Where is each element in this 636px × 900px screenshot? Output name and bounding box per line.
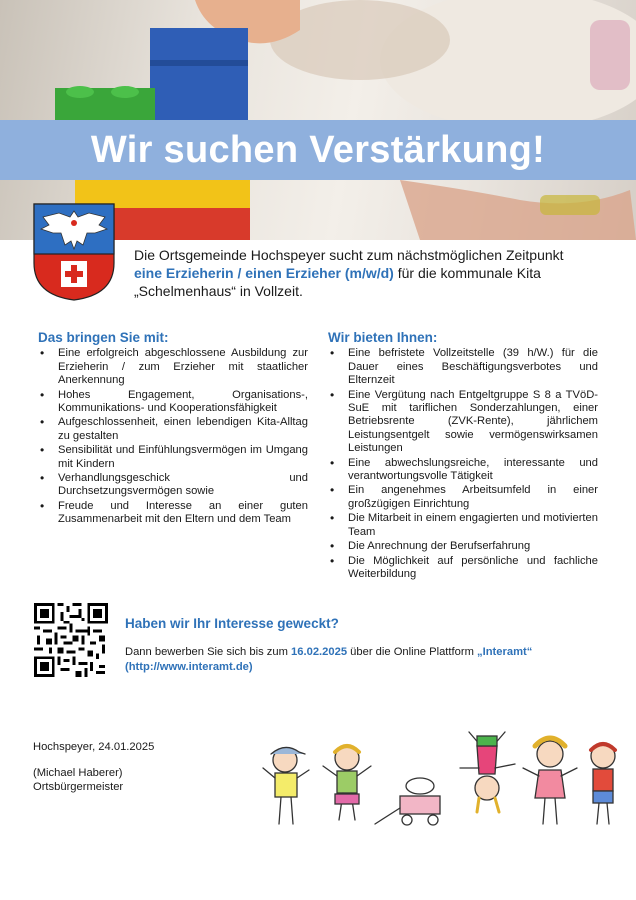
place-date: Hochspeyer, 24.01.2025	[33, 741, 155, 753]
intro-line-2: für die kommunale Kita	[393, 265, 541, 281]
signatory-title: Ortsbürgermeister	[33, 781, 124, 793]
offers-list	[328, 347, 598, 581]
application-text-start: Dann bewerben Sie sich bis zum	[125, 646, 292, 658]
offers-section	[328, 331, 598, 582]
position-title: eine Erzieherin / einen Erzieher (m/w/d)	[134, 265, 394, 281]
intro-line-1: Die Ortsgemeinde Hochspeyer sucht zum nächstmöglichen Zeitpunkt	[134, 247, 564, 263]
list-item: • Hohes Engagement, Organisations-, Kommunikations- und Kooperationsfähigkeit	[38, 389, 308, 416]
requirements-list	[38, 347, 308, 526]
application-text-middle: über die Online Plattform	[347, 646, 478, 658]
requirements-heading: Das bringen Sie mit:	[38, 330, 169, 345]
coat-of-arms-icon	[33, 203, 115, 301]
signature-block	[33, 740, 154, 794]
application-text	[125, 645, 565, 675]
platform-name: „Interamt“	[477, 646, 533, 658]
list-item: • Aufgeschlossenheit, einen lebendigen Kita-Alltag zu gestalten	[38, 416, 308, 443]
list-item: • Eine befristete Vollzeitstelle (39 h/W.) für die Dauer eines Beschäftigungsverbotes und Elternzeit	[328, 347, 598, 387]
deadline-date: 16.02.2025	[291, 646, 348, 658]
list-item: • Ein angenehmes Arbeitsumfeld in einer großzügigen Einrichtung	[328, 484, 598, 511]
list-item: • Die Anrechnung der Berufserfahrung	[328, 540, 598, 553]
application-heading: Haben wir Ihr Interesse geweckt?	[125, 616, 339, 631]
list-item: • Freude und Interesse an einer guten Zusammenarbeit mit den Eltern und dem Team	[38, 500, 308, 527]
title-banner	[0, 120, 636, 180]
list-item: • Verhandlungsgeschick und Durchsetzungsvermögen sowie	[38, 472, 308, 499]
children-illustration	[255, 728, 625, 838]
offers-heading: Wir bieten Ihnen:	[328, 330, 438, 345]
list-item: • Eine erfolgreich abgeschlossene Ausbildung zur Erzieherin / zum Erzieher mit staatlicher Anerkennung	[38, 347, 308, 387]
list-item: • Sensibilität und Einfühlungsvermögen im Umgang mit Kindern	[38, 444, 308, 471]
list-item: • Eine abwechslungsreiche, interessante und verantwortungsvolle Tätigkeit	[328, 457, 598, 484]
intro-text	[134, 246, 624, 300]
signatory-name: (Michael Haberer)	[33, 767, 123, 779]
requirements-section	[38, 331, 308, 528]
intro-line-3: „Schelmenhaus“ in Vollzeit.	[134, 283, 303, 299]
list-item: • Die Mitarbeit in einem engagierten und motivierten Team	[328, 512, 598, 539]
list-item: • Die Möglichkeit auf persönliche und fachliche Weiterbildung	[328, 555, 598, 582]
page-title: Wir suchen Verstärkung!	[90, 128, 546, 171]
qr-code-icon[interactable]	[34, 603, 108, 677]
blue-block	[150, 28, 248, 123]
application-section	[125, 616, 565, 675]
list-item: • Eine Vergütung nach Entgeltgruppe S 8 a TVöD-SuE mit tariflichen Sonderzahlungen, einer Betriebsrente (ZVK-Rente), jährlichem Leistungsentgelt sowie vermögenswirksamen Leistungen	[328, 389, 598, 456]
platform-url-link[interactable]: (http://www.interamt.de)	[125, 661, 253, 673]
